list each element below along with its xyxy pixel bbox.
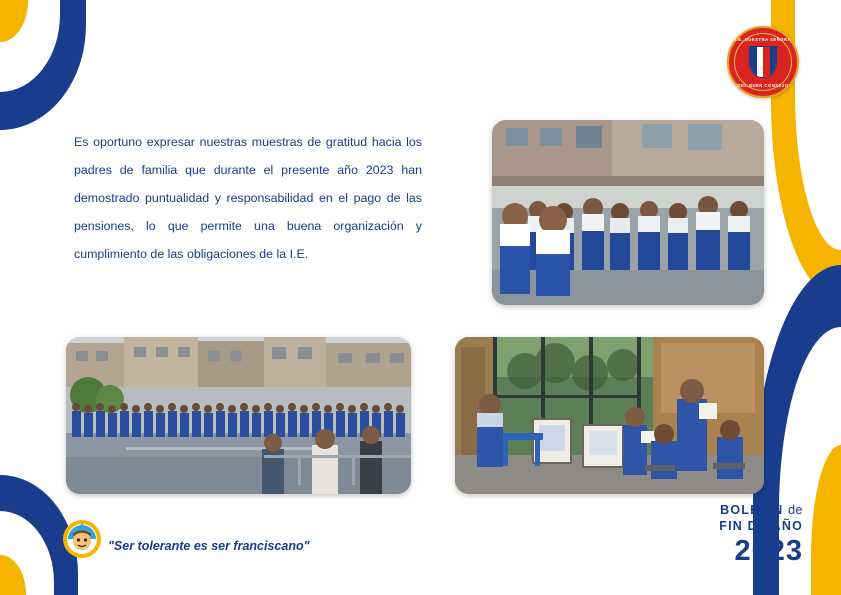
footer-slogan: "Ser tolerante es ser franciscano" [108, 539, 310, 553]
footer-de-label: de [788, 503, 803, 517]
photo-schoolyard-assembly-image [66, 337, 411, 494]
crest-text-bottom: DEL BUEN CONSEJO [737, 83, 789, 88]
photo-schoolyard-assembly [66, 337, 411, 494]
footer-issue-block [719, 502, 803, 567]
footer-line-1 [719, 502, 803, 518]
school-crest-icon [727, 26, 799, 98]
footer-line-2: FIN DE AÑO [719, 519, 803, 533]
franciscan-mascot-icon [62, 519, 102, 559]
footer-year: 2023 [734, 535, 803, 567]
footer-bulletin-label: BOLETÍN [720, 503, 784, 517]
photo-students-lineup-image [492, 120, 764, 305]
crest-shield-icon [749, 46, 777, 78]
crest-text-top: I.E. NUESTRA SEÑORA [734, 37, 792, 42]
mascot-image [62, 519, 102, 559]
photo-students-lineup [492, 120, 764, 305]
body-paragraph: Es oportuno expresar nuestras muestras de gratitud hacia los padres de familia que durante el presente año 2023 han demostrado puntualidad y responsabilidad en el pago de las pensiones, lo que permite una buena organización y cumplimiento de las obligaciones de la I.E. [74, 135, 422, 261]
photo-classroom-activity-image [455, 337, 764, 494]
photo-classroom-activity [455, 337, 764, 494]
